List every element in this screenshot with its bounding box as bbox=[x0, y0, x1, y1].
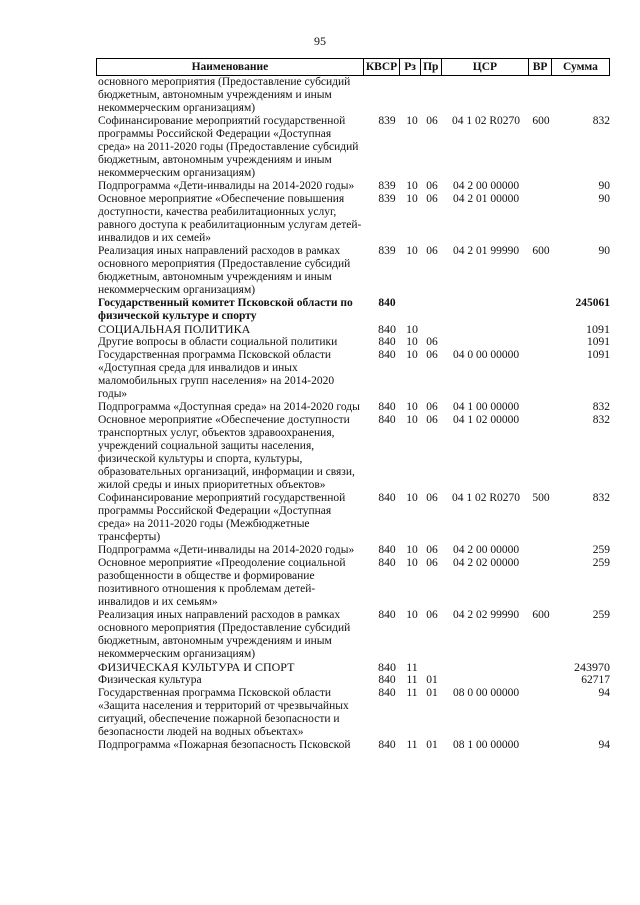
cell-csr: 04 2 02 99990 bbox=[452, 609, 520, 621]
cell-csr: 04 1 02 R0270 bbox=[451, 115, 521, 127]
cell-kvsr: 839 bbox=[378, 193, 396, 205]
cell-name: Подпрограмма «Дети-инвалиды на 2014-2020 годы» bbox=[98, 180, 355, 192]
cell-name: Софинансирование мероприятий государственной программы Российской Федерации «Доступная среда» на 2011-2020 годы (Предоставление субсидий бюджетным, автономным учреждениям и иным некоммерческим организациям) bbox=[98, 115, 359, 179]
cell-kvsr: 840 bbox=[378, 660, 396, 674]
cell-pr: 01 bbox=[426, 687, 438, 699]
cell-rz: 11 bbox=[406, 687, 418, 699]
header-kvsr: КВСР bbox=[363, 59, 399, 75]
header-vr: ВР bbox=[528, 59, 551, 75]
cell-sum: 90 bbox=[598, 193, 610, 205]
cell-vr: 600 bbox=[532, 115, 550, 127]
table-row bbox=[96, 297, 610, 323]
table-header bbox=[96, 58, 610, 76]
cell-pr: 06 bbox=[426, 115, 438, 127]
cell-sum: 94 bbox=[598, 687, 610, 699]
cell-name: Государственный комитет Псковской области по физической культуре и спорту bbox=[98, 297, 353, 322]
cell-sum bbox=[552, 76, 610, 115]
cell-name: Подпрограмма «Доступная среда» на 2014-2020 годы bbox=[98, 401, 360, 413]
cell-name: Подпрограмма «Пожарная безопасность Псковской bbox=[98, 739, 351, 751]
cell-vr: 600 bbox=[532, 609, 550, 621]
cell-rz: 10 bbox=[406, 401, 418, 413]
budget-table bbox=[96, 58, 610, 752]
cell-name: Подпрограмма «Дети-инвалиды на 2014-2020 годы» bbox=[98, 544, 355, 556]
cell-kvsr: 840 bbox=[378, 739, 396, 751]
cell-vr bbox=[530, 674, 552, 687]
cell-pr: 06 bbox=[426, 336, 438, 348]
cell-csr: 04 2 01 00000 bbox=[452, 193, 520, 205]
cell-kvsr: 840 bbox=[378, 336, 396, 348]
cell-kvsr: 840 bbox=[378, 322, 396, 336]
page-number: 95 bbox=[314, 34, 326, 48]
cell-kvsr: 840 bbox=[378, 687, 396, 699]
cell-vr bbox=[530, 401, 552, 414]
table-body bbox=[96, 76, 610, 752]
cell-csr: 04 1 02 00000 bbox=[452, 414, 520, 426]
table-row bbox=[96, 661, 610, 674]
cell-kvsr: 840 bbox=[378, 674, 396, 686]
cell-vr bbox=[530, 336, 552, 349]
cell-csr: 04 0 00 00000 bbox=[452, 349, 520, 361]
header-sum: Сумма bbox=[551, 59, 609, 75]
cell-vr: 500 bbox=[532, 492, 550, 504]
cell-sum: 832 bbox=[592, 401, 610, 413]
cell-sum: 94 bbox=[598, 739, 610, 751]
cell-name: Реализация иных направлений расходов в рамках основного мероприятия (Предоставление субсидий бюджетным, автономным учреждениям и иным некоммерческим организациям) bbox=[98, 609, 351, 660]
cell-csr bbox=[442, 336, 530, 349]
cell-rz: 10 bbox=[406, 193, 418, 205]
cell-rz: 11 bbox=[406, 660, 418, 674]
table-row bbox=[96, 115, 610, 180]
cell-csr bbox=[442, 76, 530, 115]
table-row bbox=[96, 674, 610, 687]
cell-rz: 10 bbox=[406, 336, 418, 348]
cell-vr bbox=[530, 687, 552, 739]
cell-csr: 04 1 02 R0270 bbox=[451, 492, 521, 504]
cell-rz: 10 bbox=[406, 544, 418, 556]
cell-rz: 10 bbox=[406, 180, 418, 192]
cell-kvsr: 840 bbox=[378, 401, 396, 413]
cell-kvsr: 839 bbox=[378, 245, 396, 257]
cell-csr bbox=[442, 297, 530, 323]
cell-pr: 01 bbox=[426, 674, 438, 686]
cell-sum: 1091 bbox=[586, 322, 610, 336]
cell-csr: 04 1 00 00000 bbox=[452, 401, 520, 413]
header-name: Наименование bbox=[191, 60, 269, 73]
cell-rz: 10 bbox=[406, 115, 418, 127]
cell-rz: 11 bbox=[406, 674, 418, 686]
header-rz: Рз bbox=[399, 59, 420, 75]
cell-pr: 06 bbox=[426, 492, 438, 504]
cell-kvsr: 840 bbox=[378, 349, 396, 361]
cell-name: Основное мероприятие «Обеспечение повышения доступности, качества реабилитационных услуг, равного доступа к реабилитационным услугам детей-инвалидов и их семей» bbox=[98, 193, 362, 244]
cell-sum: 259 bbox=[592, 544, 610, 556]
cell-kvsr: 840 bbox=[378, 297, 396, 309]
cell-rz: 10 bbox=[406, 414, 418, 426]
cell-pr: 06 bbox=[426, 401, 438, 413]
header-csr: ЦСР bbox=[441, 59, 529, 75]
cell-csr bbox=[442, 661, 530, 674]
cell-csr bbox=[442, 674, 530, 687]
table-row bbox=[96, 76, 610, 115]
cell-pr: 06 bbox=[426, 414, 438, 426]
cell-pr: 06 bbox=[426, 557, 438, 569]
cell-vr bbox=[530, 297, 552, 323]
cell-sum: 245061 bbox=[575, 297, 610, 309]
cell-rz: 10 bbox=[406, 349, 418, 361]
cell-name: Основное мероприятие «Обеспечение доступности транспортных услуг, объектов здравоохранения, учреждений социальной защиты населения, физической культуры и спорта, культуры, образовательных организаций, информации и связи, жилой среды и иных приоритетных объектов» bbox=[98, 414, 355, 491]
cell-vr bbox=[530, 739, 552, 752]
cell-rz bbox=[402, 76, 422, 115]
cell-name: Другие вопросы в области социальной политики bbox=[98, 336, 338, 348]
cell-csr: 08 0 00 00000 bbox=[452, 687, 520, 699]
cell-pr bbox=[422, 297, 442, 323]
header-pr: Пр bbox=[420, 59, 441, 75]
cell-sum: 832 bbox=[592, 492, 610, 504]
cell-name: ФИЗИЧЕСКАЯ КУЛЬТУРА И СПОРТ bbox=[98, 660, 295, 674]
cell-vr bbox=[530, 193, 552, 245]
cell-name: основного мероприятия (Предоставление субсидий бюджетным, автономным учреждениям и иным некоммерческим организациям) bbox=[98, 76, 351, 114]
cell-vr bbox=[530, 557, 552, 609]
cell-vr bbox=[530, 180, 552, 193]
cell-vr bbox=[530, 414, 552, 492]
cell-pr: 06 bbox=[426, 180, 438, 192]
cell-rz bbox=[402, 297, 422, 323]
table-row bbox=[96, 609, 610, 661]
table-row bbox=[96, 414, 610, 492]
cell-sum: 90 bbox=[598, 180, 610, 192]
cell-csr: 04 2 02 00000 bbox=[452, 557, 520, 569]
table-row bbox=[96, 245, 610, 297]
cell-name: СОЦИАЛЬНАЯ ПОЛИТИКА bbox=[98, 322, 251, 336]
table-row bbox=[96, 349, 610, 401]
cell-pr: 06 bbox=[426, 193, 438, 205]
cell-pr bbox=[422, 661, 442, 674]
cell-rz: 10 bbox=[406, 245, 418, 257]
cell-vr bbox=[530, 323, 552, 336]
cell-name: Государственная программа Псковской области «Защита населения и территорий от чрезвычайных ситуаций, обеспечение пожарной безопасности и безопасности людей на водных объектах» bbox=[98, 687, 349, 738]
table-row bbox=[96, 687, 610, 739]
cell-name: Физическая культура bbox=[98, 674, 202, 686]
cell-vr bbox=[530, 544, 552, 557]
table-row bbox=[96, 544, 610, 557]
cell-sum: 832 bbox=[592, 115, 610, 127]
cell-vr bbox=[530, 349, 552, 401]
cell-name: Основное мероприятие «Преодоление социальной разобщенности в обществе и формирование позитивного отношения к проблемам детей-инвалидов и их семьям» bbox=[98, 557, 346, 608]
cell-rz: 10 bbox=[406, 609, 418, 621]
cell-kvsr: 840 bbox=[378, 414, 396, 426]
cell-kvsr: 840 bbox=[378, 544, 396, 556]
cell-rz: 10 bbox=[406, 557, 418, 569]
cell-name: Реализация иных направлений расходов в рамках основного мероприятия (Предоставление субсидий бюджетным, автономным учреждениям и иным некоммерческим организациям) bbox=[98, 245, 351, 296]
cell-rz: 10 bbox=[406, 492, 418, 504]
table-row bbox=[96, 180, 610, 193]
cell-kvsr bbox=[366, 76, 402, 115]
cell-name: Софинансирование мероприятий государственной программы Российской Федерации «Доступная среда» на 2011-2020 годы (Межбюджетные трансферты) bbox=[98, 492, 346, 543]
cell-sum: 832 bbox=[592, 414, 610, 426]
table-row bbox=[96, 557, 610, 609]
cell-pr: 06 bbox=[426, 349, 438, 361]
table-row bbox=[96, 401, 610, 414]
table-row bbox=[96, 492, 610, 544]
cell-sum: 259 bbox=[592, 557, 610, 569]
cell-kvsr: 840 bbox=[378, 492, 396, 504]
table-row bbox=[96, 323, 610, 336]
cell-csr: 08 1 00 00000 bbox=[452, 739, 520, 751]
cell-kvsr: 839 bbox=[378, 180, 396, 192]
cell-csr: 04 2 01 99990 bbox=[452, 245, 520, 257]
cell-sum: 243970 bbox=[574, 660, 610, 674]
table-row bbox=[96, 193, 610, 245]
cell-csr bbox=[442, 323, 530, 336]
cell-vr bbox=[530, 76, 552, 115]
cell-csr: 04 2 00 00000 bbox=[452, 180, 520, 192]
table-row bbox=[96, 739, 610, 752]
cell-pr bbox=[422, 76, 442, 115]
cell-pr: 06 bbox=[426, 544, 438, 556]
cell-sum: 259 bbox=[592, 609, 610, 621]
cell-vr: 600 bbox=[532, 245, 550, 257]
cell-sum: 90 bbox=[598, 245, 610, 257]
cell-pr bbox=[422, 323, 442, 336]
cell-sum: 1091 bbox=[587, 336, 610, 348]
cell-rz: 10 bbox=[406, 322, 418, 336]
cell-kvsr: 840 bbox=[378, 557, 396, 569]
cell-sum: 62717 bbox=[581, 674, 610, 686]
cell-pr: 01 bbox=[426, 739, 438, 751]
cell-name: Государственная программа Псковской области «Доступная среда для инвалидов и иных маломобильных групп населения» на 2014-2020 годы» bbox=[98, 349, 335, 400]
cell-pr: 06 bbox=[426, 245, 438, 257]
cell-kvsr: 839 bbox=[378, 115, 396, 127]
cell-kvsr: 840 bbox=[378, 609, 396, 621]
table-row bbox=[96, 336, 610, 349]
cell-rz: 11 bbox=[406, 739, 418, 751]
cell-sum: 1091 bbox=[587, 349, 610, 361]
cell-csr: 04 2 00 00000 bbox=[452, 544, 520, 556]
cell-pr: 06 bbox=[426, 609, 438, 621]
cell-vr bbox=[530, 661, 552, 674]
